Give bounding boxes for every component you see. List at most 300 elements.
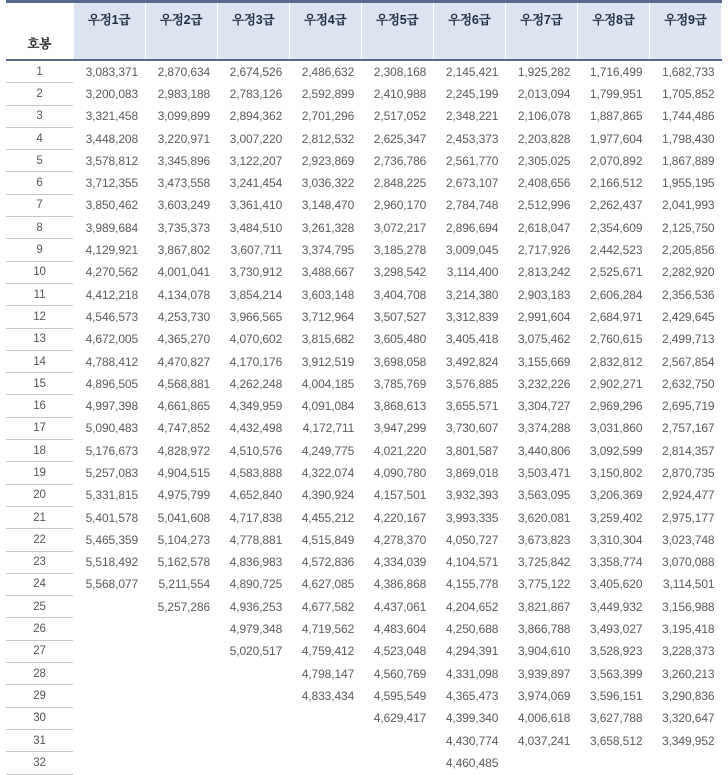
cell-grade-9: 3,070,088 [662,555,715,570]
cell-grade-9: 3,023,748 [662,532,715,547]
cell-grade-9: 1,705,852 [662,86,715,101]
cell-grade-2: 3,345,896 [157,153,211,168]
cell-grade-8: 3,658,512 [589,733,643,748]
table-row [6,640,722,662]
table-row [6,105,722,127]
cell-grade-2 [145,752,217,774]
cell-grade-7: 3,821,867 [517,599,571,614]
cell-grade-7: 4,037,241 [517,733,571,748]
cell-grade-5: 2,517,052 [373,109,427,124]
cell-grade-3: 4,979,348 [229,622,283,637]
cell-grade-6: 3,730,607 [445,421,499,436]
cell-grade-2: 3,473,558 [157,176,211,191]
cell-grade-8: 1,887,865 [589,109,643,124]
cell-step: 4 [6,127,73,149]
cell-grade-2: 4,470,827 [157,354,211,369]
cell-grade-4: 4,091,084 [301,399,355,414]
cell-grade-4: 3,036,322 [301,176,355,191]
cell-grade-2 [145,707,217,729]
cell-grade-6: 3,214,380 [445,287,499,302]
cell-grade-9: 2,429,645 [662,309,715,324]
cell-grade-6: 4,331,098 [445,666,499,681]
cell-grade-8: 1,799,951 [589,86,643,101]
cell-step: 24 [6,573,73,595]
cell-grade-9: 2,695,719 [662,399,715,414]
cell-grade-4: 3,712,964 [301,309,355,324]
cell-grade-7: 2,408,656 [517,176,571,191]
cell-grade-9: 3,114,501 [662,577,715,592]
cell-grade-7: 3,673,823 [517,532,571,547]
cell-grade-3: 4,349,959 [229,399,283,414]
cell-grade-8: 3,528,923 [589,644,643,659]
table-row [6,551,722,573]
table-row [6,350,722,372]
cell-grade-7: 2,813,242 [517,265,571,280]
cell-grade-3: 4,170,176 [229,354,283,369]
cell-grade-8: 3,310,304 [589,532,643,547]
cell-grade-7: 3,904,610 [517,644,571,659]
table-row [6,150,722,172]
cell-grade-7: 4,006,618 [517,711,571,726]
cell-grade-1 [73,618,145,640]
cell-grade-7: 3,304,727 [517,399,571,414]
cell-grade-2: 4,747,852 [157,421,211,436]
cell-grade-3: 2,894,362 [229,109,283,124]
cell-grade-3: 4,717,838 [229,510,283,525]
table-row [6,395,722,417]
cell-grade-7: 3,620,081 [517,510,571,525]
cell-grade-6: 3,801,587 [445,443,499,458]
cell-grade-2: 2,983,188 [157,86,211,101]
table-body [6,60,722,774]
cell-grade-4: 4,572,836 [301,555,355,570]
table-row [6,83,722,105]
cell-grade-5: 3,507,527 [373,309,427,324]
cell-grade-8: 3,627,788 [589,711,643,726]
cell-grade-1 [73,663,145,685]
cell-grade-1 [73,707,145,729]
table-row [6,172,722,194]
cell-grade-6: 3,009,045 [445,243,499,258]
cell-grade-9: 1,955,195 [662,176,715,191]
cell-grade-2 [145,685,217,707]
cell-grade-8: 3,092,599 [589,443,643,458]
cell-grade-8: 3,493,027 [589,622,643,637]
table-row [6,484,722,506]
cell-grade-3: 4,778,881 [229,532,283,547]
table-row [6,60,722,83]
cell-grade-9: 3,260,213 [662,666,715,681]
cell-grade-3: 3,007,220 [229,131,283,146]
cell-grade-1: 5,090,483 [85,421,139,436]
cell-grade-1: 4,546,573 [85,309,139,324]
cell-grade-7: 3,775,122 [517,577,571,592]
cell-step: 14 [6,350,73,372]
cell-grade-4 [289,729,361,751]
cell-grade-8: 2,070,892 [589,153,643,168]
cell-grade-4: 3,603,148 [301,287,355,302]
cell-step: 27 [6,640,73,662]
cell-grade-5: 3,785,769 [373,376,427,391]
cell-grade-1: 5,257,083 [85,465,139,480]
cell-grade-7: 2,991,604 [517,309,571,324]
cell-grade-6: 2,145,421 [445,64,499,79]
cell-step: 17 [6,417,73,439]
cell-grade-8: 1,977,604 [589,131,643,146]
cell-grade-8: 3,031,860 [589,421,643,436]
table-row [6,573,722,595]
cell-grade-2: 5,257,286 [157,599,211,614]
cell-grade-6: 2,896,694 [445,220,499,235]
cell-grade-9: 2,757,167 [662,421,715,436]
cell-grade-7: 3,232,226 [517,376,571,391]
column-header-grade-1: 우정1급 [73,2,145,61]
cell-grade-8: 2,760,615 [589,332,643,347]
cell-grade-1: 4,412,218 [85,287,139,302]
cell-step: 15 [6,373,73,395]
cell-grade-4 [289,707,361,729]
cell-grade-4: 3,148,470 [301,198,355,213]
cell-grade-5: 3,072,217 [373,220,427,235]
cell-grade-5: 4,386,868 [373,577,427,592]
cell-grade-8: 2,442,523 [589,243,643,258]
cell-grade-8: 2,902,271 [589,376,643,391]
cell-grade-3: 5,020,517 [229,644,283,659]
cell-grade-2: 5,041,608 [157,510,211,525]
column-header-grade-4: 우정4급 [289,2,361,61]
cell-grade-9: 3,320,647 [662,711,715,726]
cell-grade-7: 1,925,282 [517,64,571,79]
cell-grade-8: 2,684,971 [589,309,643,324]
cell-grade-2 [145,663,217,685]
cell-grade-5: 4,220,167 [373,510,427,525]
cell-grade-4: 4,172,711 [302,421,355,436]
cell-grade-2: 4,904,515 [157,465,211,480]
cell-grade-9: 2,975,177 [662,510,715,525]
cell-grade-3: 3,241,454 [229,176,283,191]
table-row [6,127,722,149]
cell-grade-1: 4,270,562 [85,265,139,280]
table-row [6,707,722,729]
cell-grade-4: 4,677,582 [301,599,355,614]
cell-grade-8: 2,606,284 [589,287,643,302]
table-row [6,663,722,685]
cell-grade-6: 3,869,018 [445,465,499,480]
cell-grade-7 [505,752,577,774]
cell-grade-2 [145,618,217,640]
cell-grade-5: 4,523,048 [373,644,427,659]
cell-grade-4: 4,004,185 [301,376,355,391]
cell-step: 1 [6,60,73,83]
cell-grade-9: 2,205,856 [662,243,715,258]
table-row [6,283,722,305]
cell-grade-4: 2,812,532 [301,131,355,146]
cell-grade-5: 4,595,549 [373,688,427,703]
cell-grade-3 [217,685,289,707]
cell-grade-1: 3,578,812 [85,153,139,168]
cell-grade-8: 2,166,512 [589,176,643,191]
cell-grade-8: 1,716,499 [589,64,643,79]
cell-grade-9: 2,814,357 [662,443,715,458]
cell-grade-1: 4,672,005 [85,332,139,347]
cell-grade-7: 2,106,078 [517,109,571,124]
cell-grade-9: 2,041,993 [662,198,715,213]
cell-grade-1: 3,989,684 [85,220,139,235]
cell-grade-5: 3,605,480 [373,332,427,347]
cell-grade-8: 2,832,812 [589,354,643,369]
cell-step: 32 [6,752,73,774]
cell-grade-9: 3,349,952 [662,733,715,748]
cell-grade-5: 4,021,220 [373,443,427,458]
column-header-grade-2: 우정2급 [145,2,217,61]
cell-grade-2: 3,099,899 [157,109,211,124]
cell-grade-7: 3,503,471 [517,465,571,480]
cell-grade-9: 3,228,373 [662,644,715,659]
cell-grade-8: 3,405,620 [589,577,643,592]
cell-grade-1 [73,640,145,662]
cell-grade-5: 4,157,501 [373,488,427,503]
cell-grade-6: 2,245,199 [445,86,499,101]
cell-grade-7: 3,866,788 [517,622,571,637]
cell-grade-8: 2,525,671 [589,265,643,280]
cell-grade-7: 2,013,094 [517,86,571,101]
cell-grade-6: 4,250,688 [445,622,499,637]
cell-grade-3: 4,432,498 [229,421,283,436]
cell-grade-9: 3,290,836 [662,688,715,703]
cell-grade-4: 4,390,924 [301,488,355,503]
cell-grade-4: 3,261,328 [301,220,355,235]
cell-grade-9: 3,156,988 [662,599,715,614]
cell-grade-1: 3,200,083 [85,86,139,101]
cell-grade-6: 3,655,571 [445,399,499,414]
cell-grade-6: 4,050,727 [445,532,499,547]
cell-grade-1: 3,712,355 [85,176,139,191]
cell-grade-6: 4,204,652 [445,599,499,614]
cell-grade-5: 3,404,708 [373,287,427,302]
column-header-grade-5: 우정5급 [361,2,433,61]
column-header-step: 호봉 [6,2,73,61]
cell-grade-2: 4,975,799 [157,488,211,503]
table-row [6,306,722,328]
cell-grade-5: 3,698,058 [373,354,427,369]
table-row [6,194,722,216]
cell-grade-3: 3,607,711 [230,243,283,258]
cell-grade-5: 3,185,278 [373,243,427,258]
cell-grade-1 [73,596,145,618]
column-header-grade-7: 우정7급 [505,2,577,61]
cell-step: 31 [6,729,73,751]
cell-grade-9: 2,499,713 [662,332,715,347]
cell-grade-1: 3,850,462 [85,198,139,213]
cell-grade-1: 3,083,371 [85,64,139,79]
column-header-grade-9: 우정9급 [649,2,721,61]
cell-grade-6: 2,348,221 [445,109,499,124]
cell-step: 20 [6,484,73,506]
cell-grade-5 [361,752,433,774]
cell-grade-3: 4,890,725 [229,577,283,592]
cell-grade-9: 2,567,854 [662,354,715,369]
table-row [6,529,722,551]
cell-grade-2: 3,603,249 [157,198,211,213]
cell-grade-6: 4,430,774 [445,733,499,748]
cell-grade-4: 4,627,085 [301,577,355,592]
cell-grade-9: 2,282,920 [662,265,715,280]
cell-grade-1: 5,401,578 [85,510,139,525]
cell-step: 5 [6,150,73,172]
cell-step: 30 [6,707,73,729]
table-row [6,239,722,261]
cell-step: 21 [6,506,73,528]
cell-grade-1: 4,788,412 [85,354,139,369]
cell-grade-4: 4,249,775 [301,443,355,458]
cell-grade-6: 3,405,418 [445,332,499,347]
cell-grade-3 [217,752,289,774]
table-header-row [6,2,722,61]
cell-step: 7 [6,194,73,216]
cell-grade-7: 3,075,462 [517,332,571,347]
cell-grade-6: 2,561,770 [445,153,499,168]
cell-grade-6: 3,114,400 [446,265,499,280]
cell-step: 19 [6,462,73,484]
table-row [6,328,722,350]
cell-grade-4: 3,488,667 [301,265,355,280]
cell-grade-4: 4,759,412 [301,644,355,659]
cell-grade-6: 4,155,778 [445,577,499,592]
cell-grade-6: 4,399,340 [445,711,499,726]
cell-grade-3: 4,510,576 [229,443,283,458]
table-row [6,596,722,618]
table-row [6,752,722,774]
cell-grade-4: 3,815,682 [301,332,355,347]
cell-grade-5: 2,625,347 [373,131,427,146]
cell-grade-6: 4,365,473 [445,688,499,703]
cell-grade-4: 4,322,074 [301,465,355,480]
cell-grade-5: 2,848,225 [373,176,427,191]
cell-grade-9: 3,195,418 [662,622,715,637]
cell-grade-8: 3,358,774 [589,555,643,570]
cell-step: 18 [6,440,73,462]
cell-grade-6: 2,784,748 [445,198,499,213]
cell-grade-3: 3,730,912 [229,265,283,280]
cell-grade-1: 4,896,505 [85,376,139,391]
cell-grade-2: 4,365,270 [157,332,211,347]
cell-grade-1: 5,568,077 [85,577,139,592]
cell-grade-2: 5,104,273 [157,532,211,547]
cell-grade-7: 3,974,069 [517,688,571,703]
cell-grade-3: 2,674,526 [229,64,283,79]
cell-step: 22 [6,529,73,551]
cell-grade-7: 2,717,926 [517,243,571,258]
cell-grade-7: 2,512,996 [517,198,571,213]
cell-grade-7: 2,305,025 [517,153,571,168]
cell-grade-5: 2,960,170 [373,198,427,213]
cell-grade-9: 1,867,889 [662,153,715,168]
cell-grade-5: 4,629,417 [373,711,427,726]
cell-grade-8: 2,969,296 [589,399,643,414]
column-header-grade-8: 우정8급 [577,2,649,61]
cell-grade-5 [361,729,433,751]
cell-step: 3 [6,105,73,127]
cell-grade-4: 2,486,632 [301,64,355,79]
cell-grade-6: 2,453,373 [445,131,499,146]
cell-grade-6: 3,492,824 [445,354,499,369]
cell-grade-1: 5,176,673 [85,443,139,458]
cell-step: 11 [6,283,73,305]
table-row [6,373,722,395]
cell-grade-7: 3,725,842 [517,555,571,570]
cell-grade-6: 3,932,393 [445,488,499,503]
cell-grade-6: 3,993,335 [445,510,499,525]
cell-grade-1: 5,465,359 [85,532,139,547]
cell-grade-1: 3,321,458 [85,109,139,124]
cell-step: 6 [6,172,73,194]
cell-grade-8: 3,150,802 [589,465,643,480]
table-row [6,506,722,528]
cell-step: 23 [6,551,73,573]
cell-grade-9: 1,744,486 [662,109,715,124]
cell-grade-3: 3,122,207 [229,153,283,168]
cell-grade-7: 3,155,669 [517,354,571,369]
cell-step: 29 [6,685,73,707]
cell-grade-8: 3,206,369 [589,488,643,503]
cell-grade-5: 2,736,786 [373,153,427,168]
cell-grade-1: 5,331,815 [85,488,139,503]
cell-grade-6: 3,312,839 [445,309,499,324]
cell-grade-4: 3,374,795 [301,243,355,258]
table-row [6,417,722,439]
column-header-grade-3: 우정3급 [217,2,289,61]
cell-grade-8: 3,563,399 [589,666,643,681]
cell-grade-5: 4,483,604 [373,622,427,637]
cell-grade-5: 2,410,988 [373,86,427,101]
cell-grade-8: 2,262,437 [589,198,643,213]
cell-grade-2: 4,253,730 [157,309,211,324]
table-row [6,462,722,484]
cell-grade-4 [289,752,361,774]
cell-grade-3: 4,936,253 [229,599,283,614]
cell-grade-3: 3,966,565 [229,309,283,324]
cell-grade-8: 3,596,151 [589,688,643,703]
cell-grade-7: 3,374,288 [517,421,571,436]
cell-step: 8 [6,217,73,239]
cell-grade-2: 5,162,578 [157,555,211,570]
salary-table [6,0,722,775]
cell-grade-3 [217,729,289,751]
table-row [6,729,722,751]
cell-grade-4: 4,455,212 [301,510,355,525]
cell-grade-4: 2,923,869 [301,153,355,168]
cell-grade-7: 3,563,095 [517,488,571,503]
cell-grade-2 [145,640,217,662]
table-row [6,217,722,239]
cell-grade-8: 2,354,609 [589,220,643,235]
cell-grade-9: 1,682,733 [662,64,715,79]
cell-grade-3: 4,652,840 [229,488,283,503]
cell-grade-3 [217,707,289,729]
cell-grade-9: 2,870,735 [662,465,715,480]
cell-grade-8: 3,449,932 [589,599,643,614]
cell-grade-1: 4,129,921 [85,243,139,258]
cell-grade-9: 2,125,750 [662,220,715,235]
cell-step: 13 [6,328,73,350]
cell-grade-6: 3,576,885 [445,376,499,391]
cell-grade-1: 5,518,492 [85,555,139,570]
cell-grade-4: 4,515,849 [301,532,355,547]
cell-grade-5: 2,308,168 [373,64,427,79]
cell-grade-7: 2,903,183 [517,287,571,302]
cell-grade-3: 4,262,248 [229,376,283,391]
cell-grade-2 [145,729,217,751]
